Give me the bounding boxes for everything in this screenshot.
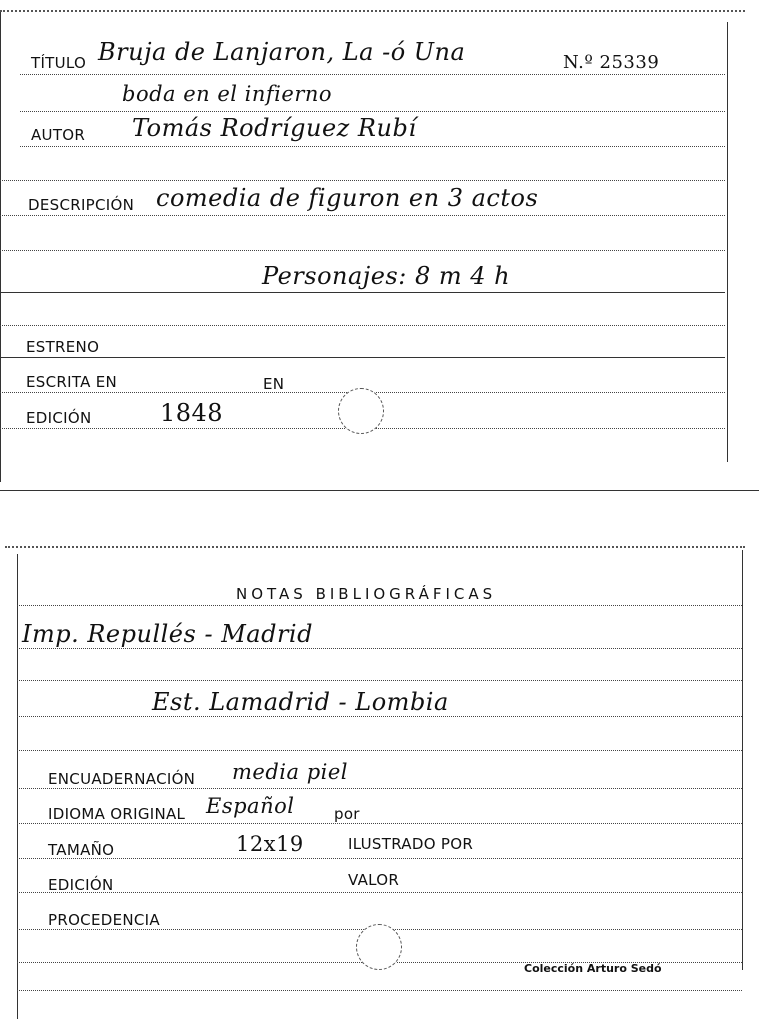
edicion-value: 1848 [160,399,224,427]
note-line-2: Est. Lamadrid - Lombia [152,688,449,716]
ruled-line [0,180,725,181]
ruled-line [0,215,725,216]
ruled-line [20,146,725,147]
card-right-edge [742,550,743,970]
ruled-line [0,292,725,293]
registro-number: N.º 25339 [563,52,660,73]
idioma-value: Español [206,794,295,818]
ruled-line [17,823,742,824]
ruled-line [17,858,742,859]
ruled-line [0,250,725,251]
ruled-line [20,111,725,112]
ruled-line [17,750,742,751]
catalog-card-top [0,0,759,500]
card-bottom-edge [0,490,759,491]
card-right-edge [727,22,728,462]
tamano-label: TAMAÑO [48,841,115,859]
ruled-line [0,357,725,358]
en-label: EN [263,375,285,393]
encuadernacion-value: media piel [232,760,348,784]
ruled-line [17,680,742,681]
titulo-value: Bruja de Lanjaron, La -ó Una [98,38,466,66]
punch-hole [356,924,402,970]
collection-footer: Colección Arturo Sedó [524,962,662,975]
autor-label: AUTOR [31,126,86,144]
ruled-line [17,648,742,649]
ilustrado-label: ILUSTRADO POR [348,835,474,853]
titulo-label: TÍTULO [31,54,87,72]
ruled-line [17,788,742,789]
ruled-line [17,990,742,991]
ruled-line [17,716,742,717]
estreno-label: ESTRENO [26,338,100,356]
notas-heading: NOTAS BIBLIOGRÁFICAS [236,585,497,603]
card-left-edge [17,554,18,1019]
card-top-edge [5,546,745,548]
idioma-label: IDIOMA ORIGINAL [48,805,186,823]
autor-value: Tomás Rodríguez Rubí [132,114,417,142]
card-top-edge [0,10,745,12]
escrita-en-label: ESCRITA EN [26,373,118,391]
descripcion-value: comedia de figuron en 3 actos [156,184,539,212]
tamano-value: 12x19 [236,832,304,856]
valor-label: VALOR [348,871,400,889]
edicion-label: EDICIÓN [26,409,92,427]
ruled-line [20,74,725,75]
por-label: por [334,805,360,823]
note-line-1: Imp. Repullés - Madrid [22,620,313,648]
catalog-card-bottom [0,528,759,1028]
punch-hole [338,388,384,434]
ruled-line [17,605,742,606]
descripcion-label: DESCRIPCIÓN [28,196,135,214]
ruled-line [17,892,742,893]
edicion-label: EDICIÓN [48,876,114,894]
procedencia-label: PROCEDENCIA [48,911,160,929]
titulo-value-continued: boda en el infierno [122,82,333,106]
encuadernacion-label: ENCUADERNACIÓN [48,770,196,788]
personajes-value: Personajes: 8 m 4 h [262,262,511,290]
ruled-line [0,325,725,326]
card-left-edge [0,12,1,482]
